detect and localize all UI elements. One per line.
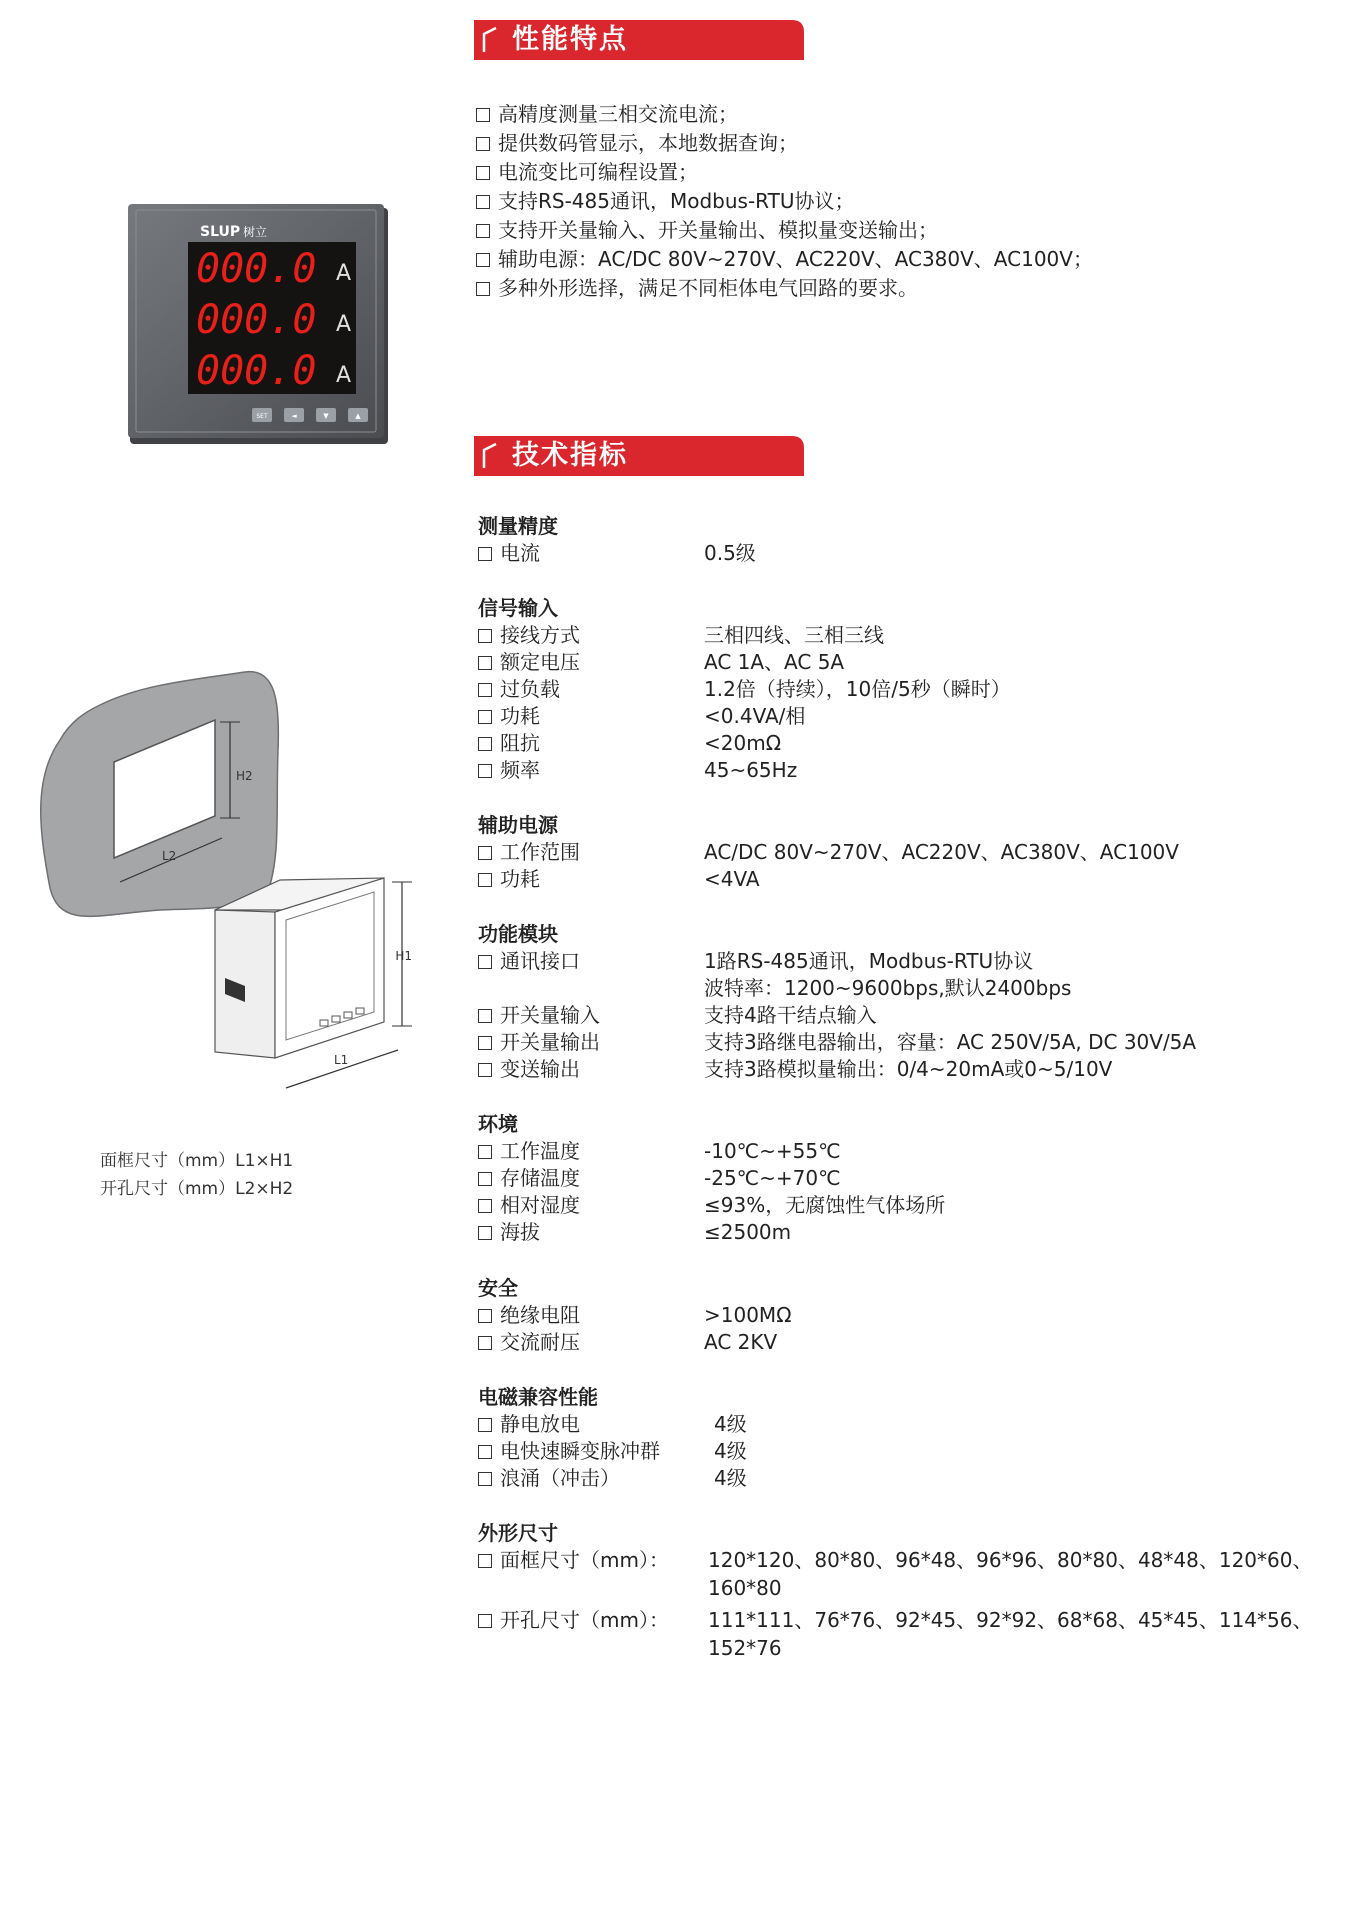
checkbox-icon	[476, 166, 490, 180]
features-header	[474, 20, 804, 60]
checkbox-icon	[478, 1614, 492, 1628]
spec-group-emc	[478, 1384, 1358, 1492]
checkbox-icon	[478, 873, 492, 887]
spec-group-safety	[478, 1275, 1358, 1356]
svg-text:◄: ◄	[291, 412, 297, 420]
spec-row: 相对湿度 ≤93%，无腐蚀性气体场所	[478, 1192, 1358, 1219]
checkbox-icon	[478, 1199, 492, 1213]
meter-brand-cn: 树立	[243, 225, 268, 239]
specs-title: 技术指标	[512, 440, 628, 471]
spec-row: 工作范围 AC/DC 80V~270V、AC220V、AC380V、AC100V	[478, 839, 1358, 866]
spec-row: 频率 45~65Hz	[478, 757, 1358, 784]
spec-row: 开孔尺寸（mm）： 111*111、76*76、92*45、92*92、68*68、45*45、114*56、 152*76	[478, 1607, 1358, 1667]
checkbox-icon	[476, 224, 490, 238]
dim-label-h1: H1	[395, 949, 412, 963]
spec-row: 接线方式 三相四线、三相三线	[478, 622, 1358, 649]
checkbox-icon	[478, 1172, 492, 1186]
group-title: 测量精度	[478, 514, 558, 538]
dim-label-l2: L2	[162, 849, 177, 863]
meter-unit-2: A	[336, 312, 352, 337]
group-title: 安全	[478, 1276, 518, 1300]
meter-reading-1: 000.0	[196, 246, 317, 292]
spec-row: 静电放电 4级	[478, 1411, 1358, 1438]
checkbox-icon	[476, 137, 490, 151]
feature-item: 支持开关量输入、开关量输出、模拟量变送输出；	[476, 216, 1356, 245]
checkbox-icon	[478, 955, 492, 969]
checkbox-icon	[478, 1009, 492, 1023]
spec-row: 工作温度 -10℃~+55℃	[478, 1138, 1358, 1165]
meter-image	[128, 200, 392, 448]
meter-unit-3: A	[336, 363, 352, 388]
spec-row: 电快速瞬变脉冲群 4级	[478, 1438, 1358, 1465]
dim-label-h2: H2	[236, 769, 253, 783]
checkbox-icon	[478, 764, 492, 778]
checkbox-icon	[478, 710, 492, 724]
checkbox-icon	[476, 253, 490, 267]
spec-row: 阻抗 <20mΩ	[478, 730, 1358, 757]
spec-group-accuracy	[478, 513, 1358, 567]
checkbox-icon	[478, 846, 492, 860]
checkbox-icon	[478, 656, 492, 670]
spec-row: 面框尺寸（mm）： 120*120、80*80、96*48、96*96、80*80、48*48、120*60、 160*80	[478, 1547, 1358, 1607]
feature-item: 提供数码管显示，本地数据查询；	[476, 129, 1356, 158]
checkbox-icon	[478, 737, 492, 751]
dimension-diagram	[30, 660, 410, 1110]
features-title: 性能特点	[512, 24, 628, 55]
checkbox-icon	[478, 547, 492, 561]
spec-row: 海拔 ≤2500m	[478, 1219, 1358, 1246]
frame-size-caption: 面框尺寸（mm）L1×H1	[100, 1151, 294, 1171]
meter-side	[215, 910, 275, 1058]
checkbox-icon	[478, 1226, 492, 1240]
spec-row: 浪涌（冲击） 4级	[478, 1465, 1358, 1492]
spec-group-signal-input	[478, 595, 1358, 784]
dim-label-l1: L1	[334, 1053, 349, 1067]
spec-row: 变送输出 支持3路模拟量输出：0/4~20mA或0~5/10V	[478, 1056, 1358, 1083]
checkbox-icon	[478, 1036, 492, 1050]
spec-row: 功耗 <0.4VA/相	[478, 703, 1358, 730]
checkbox-icon	[478, 1309, 492, 1323]
checkbox-icon	[478, 1554, 492, 1568]
spec-row: 交流耐压 AC 2KV	[478, 1329, 1358, 1356]
checkbox-icon	[476, 195, 490, 209]
feature-item: 多种外形选择，满足不同柜体电气回路的要求。	[476, 274, 1356, 303]
spec-row: 通讯接口 1路RS-485通讯，Modbus-RTU协议 波特率：1200~9600bps,默认2400bps	[478, 948, 1358, 1002]
meter-unit-1: A	[336, 261, 352, 286]
group-title: 环境	[478, 1112, 518, 1136]
cutout-size-caption: 开孔尺寸（mm）L2×H2	[100, 1179, 294, 1199]
feature-item: 辅助电源：AC/DC 80V~270V、AC220V、AC380V、AC100V；	[476, 245, 1356, 274]
features-list	[476, 100, 1356, 303]
group-title: 信号输入	[478, 596, 558, 620]
checkbox-icon	[478, 1063, 492, 1077]
meter-reading-2: 000.0	[196, 297, 317, 343]
spec-row: 开关量输入 支持4路干结点输入	[478, 1002, 1358, 1029]
spec-group-aux-power	[478, 812, 1358, 893]
checkbox-icon	[476, 282, 490, 296]
checkbox-icon	[478, 1336, 492, 1350]
feature-item: 高精度测量三相交流电流；	[476, 100, 1356, 129]
checkbox-icon	[476, 108, 490, 122]
group-title: 功能模块	[478, 922, 558, 946]
checkbox-icon	[478, 1418, 492, 1432]
spec-group-environment	[478, 1111, 1358, 1246]
checkbox-icon	[478, 1145, 492, 1159]
meter-reading-3: 000.0	[196, 348, 317, 394]
spec-row: 开关量输出 支持3路继电器输出，容量：AC 250V/5A, DC 30V/5A	[478, 1029, 1358, 1056]
svg-text:▲: ▲	[355, 412, 361, 420]
spec-row: 过负载 1.2倍（持续），10倍/5秒（瞬时）	[478, 676, 1358, 703]
checkbox-icon	[478, 1472, 492, 1486]
spec-row: 绝缘电阻 >100MΩ	[478, 1302, 1358, 1329]
spec-row: 电流 0.5级	[478, 540, 1358, 567]
spec-group-dimensions	[478, 1520, 1358, 1667]
spec-row: 额定电压 AC 1A、AC 5A	[478, 649, 1358, 676]
svg-text:▼: ▼	[323, 412, 329, 420]
feature-item: 电流变比可编程设置；	[476, 158, 1356, 187]
checkbox-icon	[478, 683, 492, 697]
group-title: 外形尺寸	[478, 1521, 558, 1545]
checkbox-icon	[478, 629, 492, 643]
specs-header	[474, 436, 804, 476]
spec-row: 功耗 <4VA	[478, 866, 1358, 893]
feature-item: 支持RS-485通讯，Modbus-RTU协议；	[476, 187, 1356, 216]
spec-row: 存储温度 -25℃~+70℃	[478, 1165, 1358, 1192]
checkbox-icon	[478, 1445, 492, 1459]
meter-brand: SLUP	[200, 224, 241, 240]
spec-group-function-modules	[478, 921, 1358, 1083]
group-title: 辅助电源	[478, 813, 558, 837]
svg-text:SET: SET	[256, 413, 268, 420]
group-title: 电磁兼容性能	[478, 1385, 598, 1409]
